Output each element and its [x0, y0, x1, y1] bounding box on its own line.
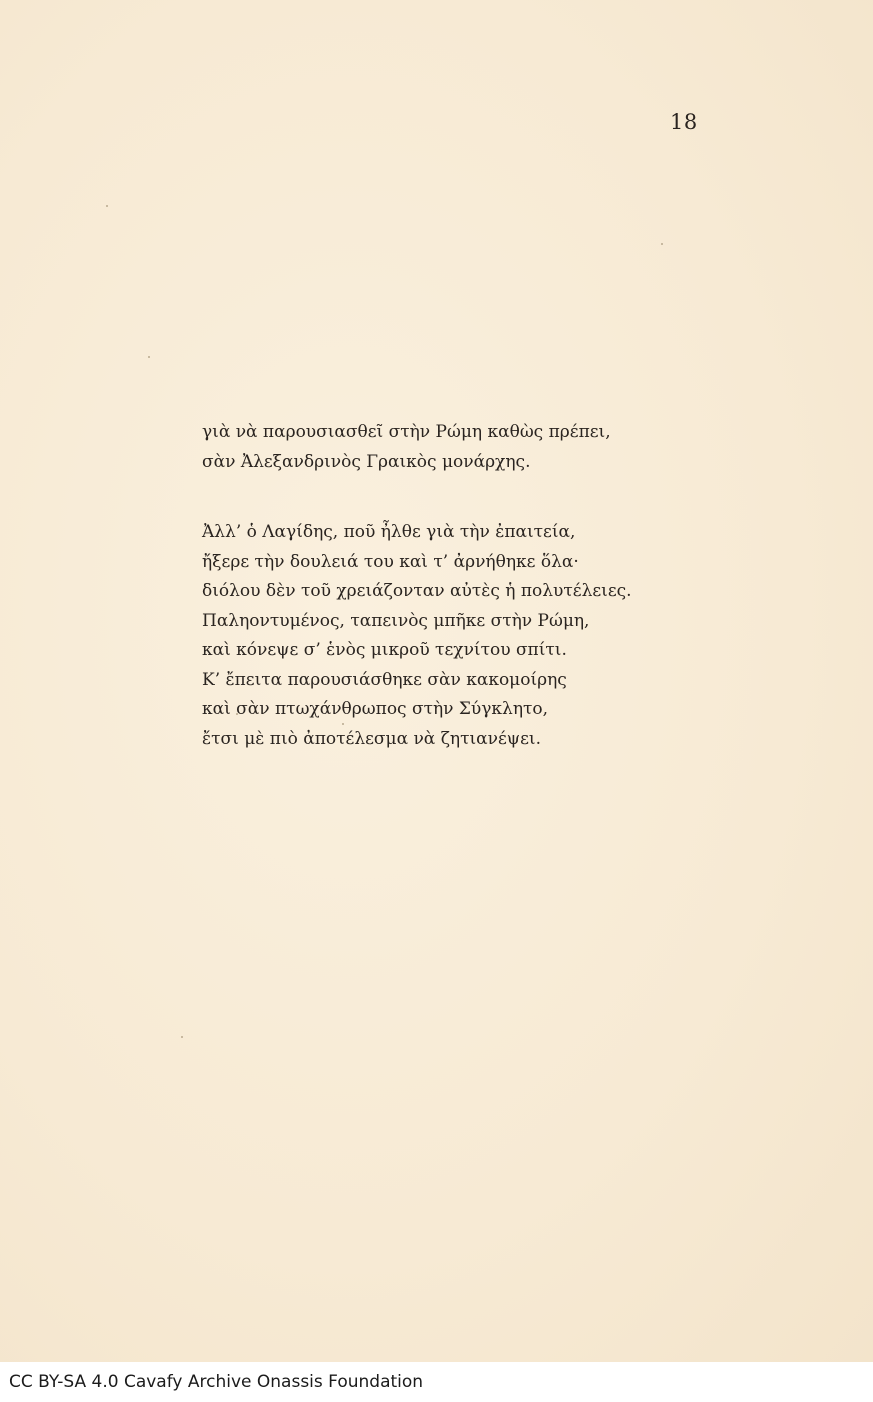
poem-stanza-2	[202, 518, 632, 754]
paper-speck	[661, 243, 663, 245]
poem-stanza-1	[202, 418, 611, 477]
license-credit: CC BY-SA 4.0 Cavafy Archive Onassis Foundation	[9, 1372, 424, 1392]
poem-line: ἤξερε τὴν δουλειά του καὶ τ’ ἀρνήθηκε ὅλα·	[202, 551, 579, 572]
paper-speck	[148, 356, 150, 358]
paper-speck	[106, 205, 108, 207]
poem-line: γιὰ νὰ παρουσιασθεῖ στὴν Ρώμη καθὼς πρέπει,	[202, 422, 611, 442]
footer-bar	[0, 1362, 873, 1402]
page-number: 18	[670, 110, 698, 134]
poem-line: ἔτσι μὲ πιὸ ἀποτέλεσμα νὰ ζητιανέψει.	[202, 728, 541, 749]
poem-line: σὰν Ἀλεξανδρινὸς Γραικὸς μονάρχης.	[202, 451, 531, 472]
poem-line: διόλου δὲν τοῦ χρειάζονταν αὐτὲς ἡ πολυτέλειες.	[202, 581, 632, 601]
poem-line: Ἀλλ’ ὁ Λαγίδης, ποῦ ἦλθε γιὰ τὴν ἐπαιτεία,	[202, 522, 576, 542]
paper-speck	[181, 1036, 183, 1038]
poem-line: Παληοντυμένος, ταπεινὸς μπῆκε στὴν Ρώμη,	[202, 610, 590, 631]
poem-line: καὶ σὰν πτωχάνθρωπος στὴν Σύγκλητο,	[202, 699, 549, 719]
poem-line: καὶ κόνεψε σ’ ἑνὸς μικροῦ τεχνίτου σπίτι.	[202, 640, 567, 660]
poem-line: Κ’ ἔπειτα παρουσιάσθηκε σὰν κακομοίρης	[202, 669, 567, 690]
